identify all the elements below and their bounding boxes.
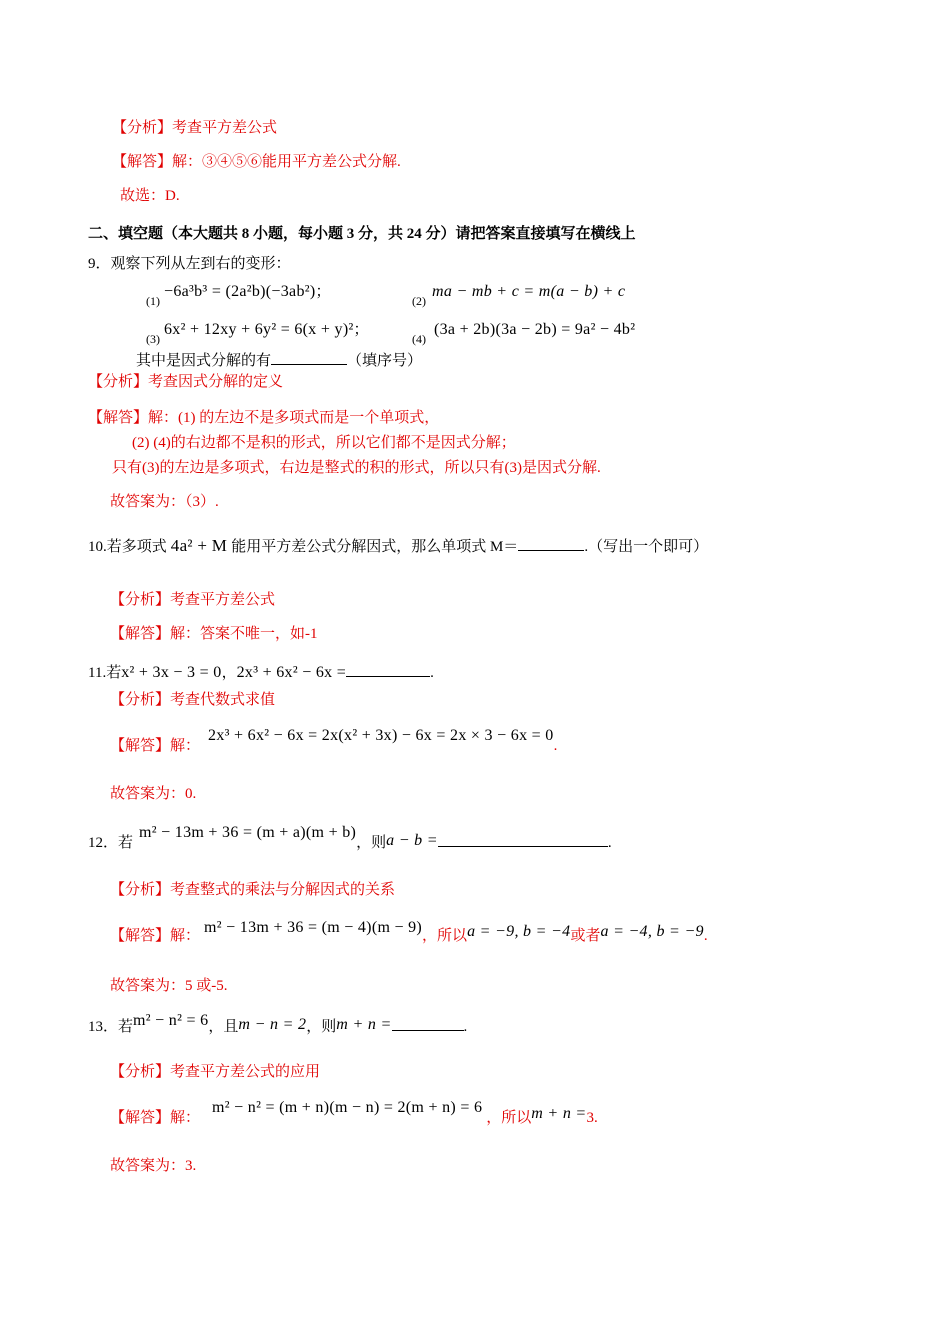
item-expr: −6a³b³ = (2a²b)(−3ab²) [164,283,316,300]
answer-expr-2: m + n = [531,1105,587,1122]
item-sep: ； [353,322,369,338]
q12-expr: m² − 13m + 36 = (m + a)(m + b) [139,824,357,841]
q8-analysis [112,118,277,138]
q12-expr-2: a − b = [386,832,438,849]
q13-result: 故答案为：3. [110,1158,197,1174]
analysis-text: 考查代数式求值 [170,692,276,708]
q9-item-3 [146,320,369,346]
question-hint: （填序号） [347,353,423,369]
q13-expr-3: m + n = [336,1016,392,1033]
answer-or: 或者 [570,928,601,944]
answer-label: 解： [170,1110,201,1126]
analysis-text: 考查平方差公式 [170,592,276,608]
q9-item-4 [412,320,636,346]
q11-end: . [430,665,434,681]
analysis-tag: 【分析】 [110,692,171,708]
item-expr: 6x² + 12xy + 6y² = 6(x + y)² [164,321,354,338]
q9-answer-line-2: (2) (4)的右边都不是积的形式，所以它们都不是因式分解； [132,435,516,451]
q13-expr-2: m − n = 2 [238,1016,307,1033]
answer-expr-3: a = −4, b = −9 [600,923,704,940]
q11-prefix: 11.若 [88,665,122,681]
q9-item-2 [412,282,626,308]
answer-expr: m² − 13m + 36 = (m − 4)(m − 9) [204,919,423,936]
answer-text: 解：③④⑤⑥能用平方差公式分解. [172,154,401,170]
answer-expr: m² − n² = (m + n)(m − n) = 2(m + n) = 6 [212,1099,483,1116]
q10-suffix: 能用平方差公式分解因式，那么单项式 M＝ [231,539,519,555]
answer-blank [346,662,430,677]
q10-question [88,536,708,557]
item-label: (2) [412,294,426,308]
item-sep: ； [315,284,331,300]
answer-end: . [553,738,558,754]
q10-answer [110,624,318,644]
question-text: 其中是因式分解的有 [136,353,272,369]
item-expr: (3a + 2b)(3a − 2b) = 9a² − 4b² [434,321,636,338]
q13-prefix: 13．若 [88,1019,134,1035]
q13-mid-1: ，且 [208,1019,239,1035]
answer-tag: 【解答】 [88,410,149,426]
q12-question [88,824,612,853]
answer-tag: 【解答】 [110,626,171,642]
analysis-tag: 【分析】 [110,592,171,608]
q9-prompt: 9．观察下列从左到右的变形： [88,256,291,272]
q11-analysis [110,690,275,710]
q13-answer [110,1099,598,1128]
analysis-text: 考查整式的乘法与分解因式的关系 [170,882,396,898]
answer-mid: ，所以 [486,1110,532,1126]
q12-end: . [607,835,612,851]
item-label: (4) [412,332,426,346]
item-label: (1) [146,294,160,308]
item-label: (3) [146,332,160,346]
q11-expr-1: x² + 3x − 3 = 0 [121,664,222,681]
q8-result: 故选：D. [120,188,180,204]
answer-blank [271,350,347,365]
answer-end: . [703,928,708,944]
q12-result: 故答案为：5 或-5. [110,978,228,994]
q9-question [136,350,422,371]
q13-mid-2: ，则 [306,1019,337,1035]
q11-expr-2: 2x³ + 6x² − 6x = [236,664,347,681]
q12-answer [110,919,708,946]
answer-text: 解：答案不唯一，如-1 [170,626,318,642]
answer-tag: 【解答】 [110,928,171,944]
q9-answer-line-3: 只有(3)的左边是多项式，右边是整式的积的形式，所以只有(3)是因式分解. [112,460,601,476]
q10-prefix: 10.若多项式 [88,539,167,555]
q13-question [88,1012,468,1037]
analysis-text: 考查平方差公式的应用 [170,1064,321,1080]
answer-end: 3. [586,1110,598,1126]
q9-analysis [88,372,283,392]
q10-expr: 4a² + M [170,536,228,555]
answer-blank [518,536,584,551]
analysis-tag: 【分析】 [88,374,149,390]
q12-mid: ，则 [356,835,387,851]
q11-answer [110,727,558,756]
answer-blank [438,832,608,847]
analysis-text: 考查因式分解的定义 [148,374,284,390]
answer-mid: ，所以 [422,928,468,944]
answer-tag: 【解答】 [110,1110,171,1126]
q9-item-1 [146,282,331,308]
analysis-tag: 【分析】 [110,882,171,898]
q12-analysis [110,880,395,900]
answer-blank [392,1016,464,1031]
q10-end: .（写出一个即可） [584,539,709,555]
q8-answer [112,152,401,172]
q9-result: 故答案为：（3）. [110,494,219,510]
item-expr: ma − mb + c = m(a − b) + c [432,283,626,300]
answer-label: 解： [170,928,201,944]
q11-question [88,662,434,683]
q11-comma: ， [221,665,237,681]
section-heading: 二、填空题（本大题共 8 小题，每小题 3 分，共 24 分）请把答案直接填写在横线上 [88,226,636,242]
answer-tag: 【解答】 [110,738,171,754]
q11-result: 故答案为：0. [110,786,197,802]
analysis-text: 考查平方差公式 [172,120,278,136]
q13-end: . [463,1019,468,1035]
q10-analysis [110,590,275,610]
answer-expr-2: a = −9, b = −4 [467,923,571,940]
answer-line-1: 解：(1) 的左边不是多项式而是一个单项式， [148,410,440,426]
q13-expr-1: m² − n² = 6 [133,1012,209,1029]
analysis-tag: 【分析】 [112,120,173,136]
q12-prefix: 12．若 [88,835,134,851]
q13-analysis [110,1062,320,1082]
answer-expr: 2x³ + 6x² − 6x = 2x(x² + 3x) − 6x = 2x × 3 − 6x = 0 [208,727,554,744]
answer-label: 解： [170,738,201,754]
q9-answer [88,408,439,428]
analysis-tag: 【分析】 [110,1064,171,1080]
answer-tag: 【解答】 [112,154,173,170]
